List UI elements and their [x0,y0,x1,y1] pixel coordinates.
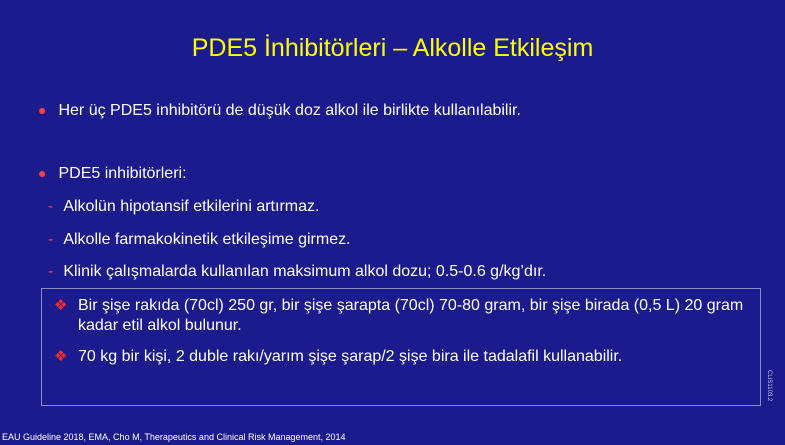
dash-icon: - [48,263,54,280]
sub-item [48,231,351,249]
sub-item [48,263,546,281]
footer-reference: EAU Guideline 2018, EMA, Cho M, Therapeutics and Clinical Risk Management, 2014 [2,432,346,442]
slide-title: PDE5 İnhibitörleri – Alkolle Etkileşim [191,34,594,62]
diamond-bullet-icon: ❖ [54,348,68,365]
box-item-text: 70 kg bir kişi, 2 duble rakı/yarım şişe şarap/2 şişe bira ile tadalafil kullanabilir. [78,348,623,365]
dash-icon: - [48,198,54,215]
sub-item [48,198,319,216]
bullet-dot-icon: ● [38,102,47,118]
sub-item-text: Alkolün hipotansif etkilerini artırmaz. [63,198,320,215]
dash-icon: - [48,231,54,248]
box-item-text: Bir şişe rakıda (70cl) 250 gr, bir şişe şarapta (70cl) 70-80 gram, bir şişe birada (0,5 L) 20 gram kadar etil alkol bulunur. [78,297,744,334]
bullet-text: PDE5 inhibitörleri: [58,165,187,182]
bullet-dot-icon: ● [38,165,47,181]
diamond-bullet-icon: ❖ [54,297,68,314]
box-item [54,296,754,336]
bullet-item [38,165,187,183]
sub-item-text: Klinik çalışmalarda kullanılan maksimum alkol dozu; 0.5-0.6 g/kg’dır. [63,263,547,280]
info-box [41,288,761,406]
box-item [54,347,754,367]
bullet-text: Her üç PDE5 inhibitörü de düşük doz alkol ile birlikte kullanılabilir. [58,102,521,119]
sub-item-text: Alkolle farmakokinetik etkileşime girmez. [63,231,351,248]
bullet-item [38,102,521,120]
slide-code: CLIS1103.2 [766,370,772,402]
